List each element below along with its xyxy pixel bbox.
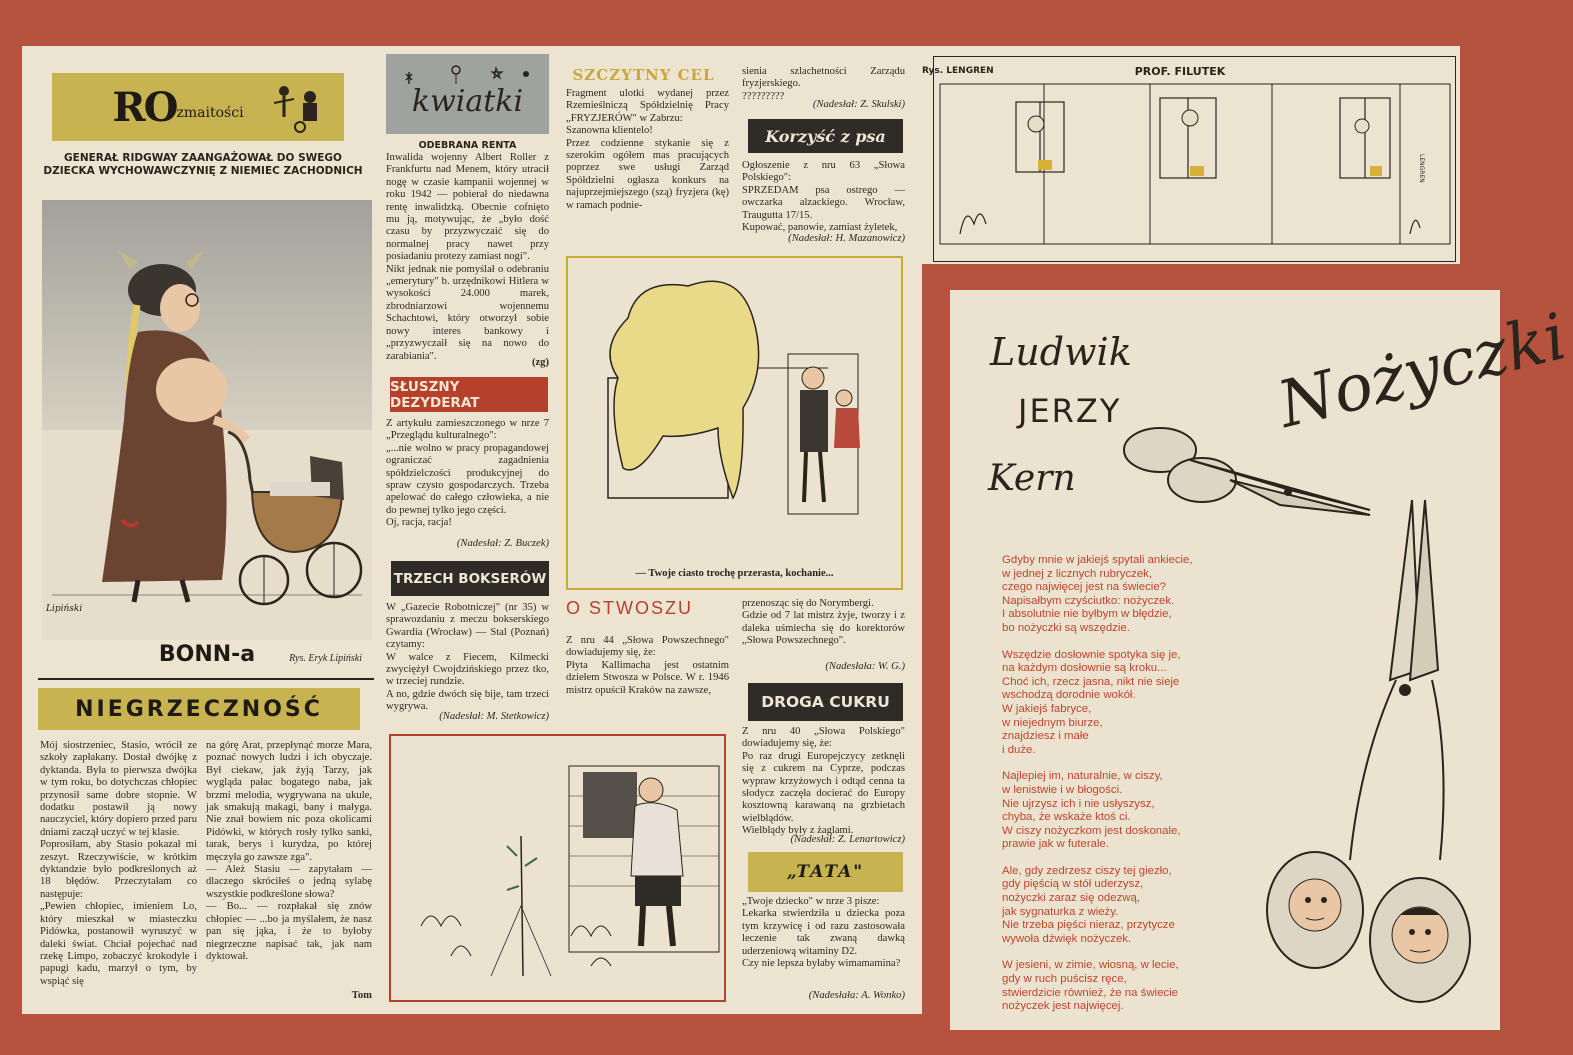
illustration-credit: Rys. Eryk Lipiński (289, 653, 362, 664)
poem-title: Nożyczki (1271, 300, 1573, 443)
dough-cartoon-caption: — Twoje ciasto trochę przerasta, kochanie... (635, 568, 834, 579)
sluszny-source: (Nadesłał: Z. Buczek) (456, 538, 549, 549)
poem-line: czego najwięcej jest na świecie? (1002, 581, 1166, 594)
poem-line: gdy w ruch puścisz ręce, (1002, 973, 1127, 986)
bokserow-body: W „Gazecie Robotniczej" (nr 35) w sprawozdaniu z meczu bokserskiego Gwardia (Wrocław) — Stal (Poznań) czytamy: W walce z Fiecem, Kilmecki zwyciężył Cwojdzińskiego przez tko, w trzeciej rundzie. A no, gdzie dwóch się bije, tam trzeci wygrywa. (386, 602, 549, 713)
niegrzecznosc-title-box (38, 688, 360, 730)
poem-line: Ale, gdy zedrzesz ciszy tej giezło, (1002, 864, 1172, 877)
flowers-icon (386, 54, 546, 132)
sluszny-title: SŁUSZNY DEZYDERAT (390, 378, 480, 411)
poem-line: w niejednym biurze, (1002, 716, 1103, 729)
poem-line: W ciszy nożyczkom jest doskonale, (1002, 824, 1181, 837)
poem-author-middle: JERZY (1018, 392, 1122, 430)
rozmaitosci-logo (52, 73, 344, 141)
stanza-gap (1002, 946, 1272, 959)
bonn-caption: BONN-a (158, 642, 256, 667)
poem-line: bo nożyczki są wszędzie. (1002, 621, 1130, 634)
governess-pram-drawing (42, 200, 372, 640)
stanza-gap (1002, 636, 1272, 649)
poem-line: gdy pięścią w stół uderzysz, (1002, 878, 1144, 891)
poem-line: i duże. (1002, 743, 1036, 756)
tata-body: „Twoje dziecko" w nrze 3 pisze: Lekarka stwierdziła u dziecka poza tym krzywicę i od razu zastosowała leczenie tak zwaną dawką uderzeniową witaminy D2. Czy nie lepsza byłaby wimamamina? (742, 896, 905, 970)
kwiatki-logo-box (386, 54, 549, 134)
poem-line: prawie jak w futerale. (1002, 838, 1109, 851)
tata-source: (Nadesłała: A. Wonko) (808, 990, 905, 1001)
filutek-signature: LENGREN (1418, 154, 1425, 183)
kwiatki-logo-text: kwiatki (411, 83, 524, 119)
droga-source: (Nadesłał: Z. Lenartowicz) (790, 834, 905, 845)
poem-line: Gdyby mnie w jakiejś spytali ankiecie, (1002, 554, 1193, 566)
poem-line: nożyczek jest najwięcej. (1002, 1000, 1124, 1013)
sluszny-body: Z artykułu zamieszczonego w nrze 7 „Przeglądu kulturalnego": „...nie wolno w pracy propagandowej ograniczać zagadnienia spółdzielczości produkcyjnej do spraw czysto gospodarczych. Trzeba apelować do całego człowieka, a nie do pewnej tylko jego części. Oj, racja, racja! (386, 418, 549, 529)
poem-line: Najlepiej im, naturalnie, w ciszy, (1002, 770, 1163, 783)
tata-title: „TATA" (786, 862, 865, 882)
kwiatki-tag: (zg) (531, 357, 549, 368)
szczytny-body: Fragment ulotki wydanej przez Rzemieślniczą Spółdzielnię Pracy „FRYZJERÓW" w Zabrzu: Szanowna klientelo! Przez codzienne stykanie się z szerokim ogółem mas pracujących poprzez swe usługi Zarząd Spółdzielni ogłasza konkurs na najuprzejmiejszego (szą) fryzjera (kę) w ramach podnie- (566, 88, 729, 211)
logo-figures-icon (270, 77, 330, 137)
niegrzecznosc-col1: Mój siostrzeniec, Stasio, wrócił ze szkoły zapłakany. Dostał dwójkę z dyktanda. Była to pierwsza dwójka w tym roku, bo dotychczas chłopiec przynosił same dobre stopnie. W dodatku postawił ją nowy nauczyciel, który dopiero przed paru dniami zaczął uczyć w tej klasie. Poprosiłam, aby Stasio pokazał mi zeszyt. Rzeczywiście, w krótkim dyktandzie było podkreślonych aż 18 błędów. Przeczytałam co następuje: „Pewien chłopiec, imieniem Lo, który mieszkał w miasteczku Pidówka, postanowił wyruszyć w daleki świat. Chciał pojechać nad rzekę Limpo, zobaczyć krokodyle i papugi kadu, marzył o tym, by wspiąć się (40, 740, 197, 987)
poem-line: znajdziesz i małe (1002, 730, 1089, 743)
niegrzecznosc-col2: na górę Arat, przepłynąć morze Mara, poznać nowych ludzi i ich obyczaje. Był ciekaw, jak żyją Tarzy, jak wygląda pałac bogatego naba, jak brzmi melodia, wygrywana na ukule, jak smakują makagi, bany i małyga. Nie znał bowiem nic poza okolicami Pidówki, w których rosły tylko sanki, tarak, berys i kurydza, po której męczyła go zawsze zga". — Ależ Stasiu — zapytałam — dlaczego skróciłeś o jedną sylabę wszystkie podkreślone słowa? — Bo... — rozpłakał się znów chłopiec — ...bo ja myślałem, że nasz pan się jąka, i że to byłoby niegrzeczne napisać tak, jak nam dyktował. (206, 740, 372, 962)
poem-line: W jakiejś fabryce, (1002, 702, 1092, 715)
dough-cartoon-frame (566, 256, 903, 590)
poem-author-last: Kern (988, 458, 1076, 499)
filutek-title: PROF. FILUTEK (1134, 65, 1226, 78)
dough-cartoon (568, 258, 901, 558)
stwoszu-source: (Nadesłała: W. G.) (825, 661, 905, 672)
korzysc-source: (Nadesłał: H. Mazanowicz) (788, 233, 905, 244)
kwiatki-subtitle: ODEBRANA RENTA (418, 140, 517, 151)
poem-line: Wszędzie dosłownie spotyka się je, (1002, 648, 1181, 661)
illustration-signature: Lipiński (46, 604, 83, 614)
poem-line: w lenistwie i w błogości. (1002, 783, 1123, 796)
top-center-source: (Nadesłał: Z. Skulski) (812, 99, 905, 110)
poem-line: I absolutnie nie byłbym w błędzie, (1002, 608, 1172, 621)
filutek-cartoon (940, 84, 1450, 244)
poem-line: Nie trzeba pięści nieraz, przytycze (1002, 919, 1175, 932)
stwoszu-col1: Z nru 44 „Słowa Powszechnego" dowiadujemy się, że: Płyta Kallimacha jest ostatnim dziełem Stwosza w Polsce. W r. 1946 mistrz opuścił Kraków na zawsze, (566, 635, 729, 696)
bonn-illustration (42, 200, 372, 640)
poem-line: Nie ujrzysz ich i nie usłyszysz, (1002, 797, 1155, 810)
logo-big: RO (112, 83, 177, 131)
poem-line: wywoła dźwięk nożyczek. (1002, 932, 1132, 945)
poem-line: wschodzą dorodnie wokół. (1002, 689, 1136, 702)
niegrzecznosc-title: NIEGRZECZNOŚĆ (75, 696, 323, 722)
bonn-headline: GENERAŁ RIDGWAY ZAANGAŻOWAŁ DO SWEGO DZIECKA WYCHOWAWCZYNIĘ Z NIEMIEC ZACHODNICH (43, 152, 363, 177)
bokserow-title: TRZECH BOKSERÓW (393, 570, 547, 587)
filutek-credit: Rys. LENGREN (922, 66, 994, 76)
logo-small: zmaitości (176, 105, 244, 121)
poem-line: W jesieni, w zimie, wiosną, w lecie, (1002, 959, 1179, 972)
poem-line: Napisałbym czyściutko: nożyczek. (1002, 594, 1175, 607)
kwiatki-body: Inwalida wojenny Albert Roller z Frankfurtu nad Menem, który utracił nogę w czasie kampanii wojennej w roku 1942 — pobierał do niedawna rentę inwalidzką. Obecnie cofnięto mu ją, motywując, że „było dość czasu by przyzwyczaić się do normalnej pracy nawet przy posiadaniu protezy zamiast nogi". Nikt jednak nie pomyślał o odebraniu „emerytury" b. urzędnikowi Hitlera w wysokości 24.000 marek, zbrodniarzowi wojennemu Schachtowi, który otworzył sobie nowy interes bankowy i „przyzwyczaił się na nowo do zarabiania". (386, 152, 549, 362)
bokserow-title-box (391, 561, 549, 596)
stanza-gap (1002, 757, 1272, 770)
filutek-strip (940, 84, 1450, 244)
stwoszu-title: O STWOSZU (566, 598, 693, 618)
poem-author-first: Ludwik (990, 330, 1132, 374)
korzysc-body: Ogłoszenie z nru 63 „Słowa Polskiego": SPRZEDAM psa ostrego — owczarka alzackiego. Wrocław, Traugutta 17/15. Kupować, panowie, zamiast żyletek, (742, 160, 905, 234)
plants-cartoon (391, 736, 724, 1000)
niegrzecznosc-author: Tom (351, 990, 372, 1001)
poem-line: stwierdzicie również, że na świecie (1002, 986, 1178, 999)
stanza-gap (1002, 852, 1272, 865)
poem-line: jak sygnaturka z wieży. (1002, 905, 1119, 918)
droga-title-box (748, 683, 903, 721)
poem-line: w jednej z licznych rubryczek, (1002, 567, 1153, 580)
stwoszu-col2: przenosząc się do Norymbergi. Gdzie od 7 lat mistrz żyje, tworzy i z daleka uśmiecha się do korektorów „Słowa Powszechnego". (742, 598, 905, 647)
poem-text (1002, 554, 1272, 1014)
bokserow-source: (Nadesłał: M. Stetkowicz) (439, 711, 549, 722)
tata-title-box (748, 852, 903, 892)
plants-cartoon-frame (389, 734, 726, 1002)
droga-title: DROGA CUKRU (761, 693, 890, 711)
korzysc-title: Korzyść z psa (765, 126, 886, 146)
poem-line: Choć ich, rzecz jasna, nikt nie sieje (1002, 675, 1180, 688)
sluszny-title-box (390, 377, 548, 412)
droga-body: Z nru 40 „Słowa Polskiego" dowiadujemy się, że: Po raz drugi Europejczycy zetknęli się z cukrem na Cyprze, podczas wypraw krzyżowych i odtąd cenna ta słodycz zaczęła docierać do Europy kosztowną karawaną na grzbietach wielbłądów. Wielbłądy były z żaglami. (742, 726, 905, 837)
szczytny-title: SZCZYTNY CEL (572, 66, 715, 84)
poem-line: na każdym dosłownie są kroku... (1002, 662, 1167, 675)
divider-line (38, 678, 374, 680)
korzysc-title-box (748, 119, 903, 153)
poem-line: chyba, że wskaże ktoś ci. (1002, 811, 1131, 824)
poem-line: nożyczki zaraz się odezwą, (1002, 892, 1141, 905)
top-center-body: sienia szlachetności Zarządu fryzjerskiego. ????????? (742, 66, 905, 102)
